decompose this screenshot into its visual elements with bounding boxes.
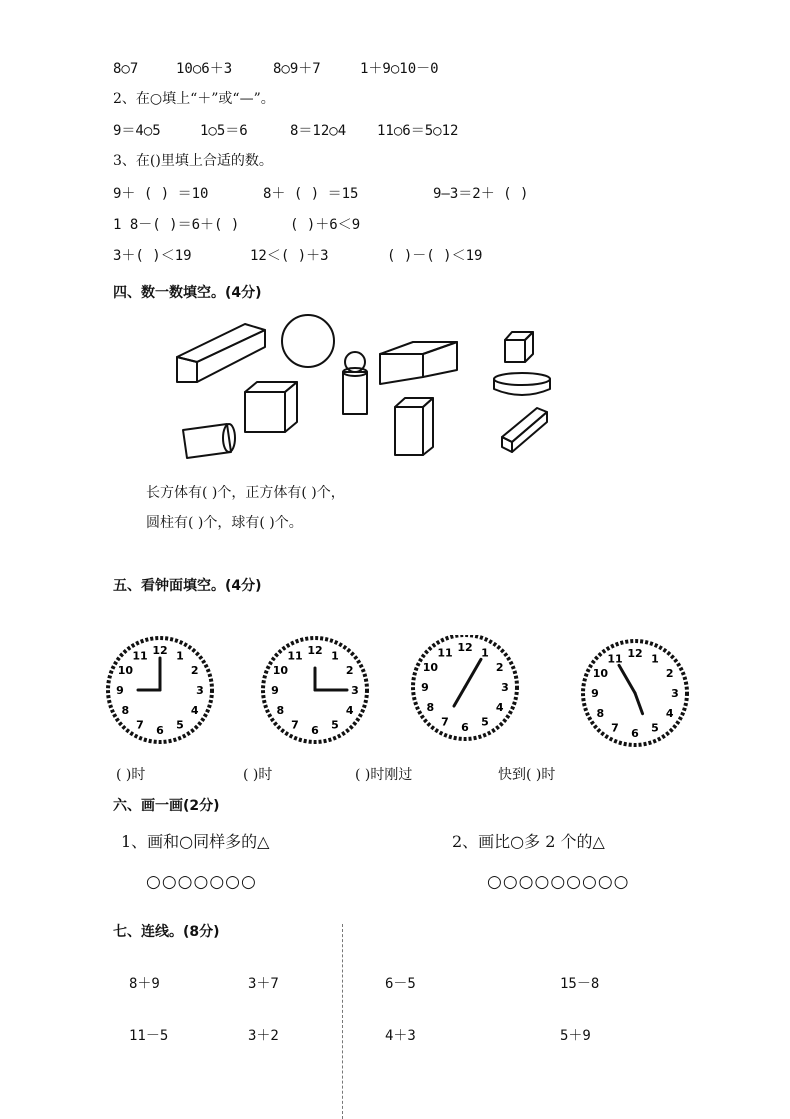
svg-text:2: 2 <box>190 664 199 677</box>
svg-text:6: 6 <box>461 721 469 734</box>
clock-face <box>413 635 517 739</box>
svg-text:2: 2 <box>345 664 354 677</box>
dashed-divider <box>342 924 343 1119</box>
draw-question-1: 1、画和○同样多的△ <box>121 832 270 851</box>
svg-text:5: 5 <box>651 721 659 735</box>
sign-item: 8＝12○4 <box>290 123 347 139</box>
clock-answer-3: ( )时刚过 <box>355 767 413 783</box>
match-expression[interactable]: 15－8 <box>560 976 600 992</box>
svg-text:10: 10 <box>117 664 134 677</box>
match-expression[interactable]: 5＋9 <box>560 1028 591 1044</box>
svg-text:7: 7 <box>611 721 619 735</box>
fill-item: ( )＋6＜9 <box>290 217 361 233</box>
svg-text:4: 4 <box>345 704 354 717</box>
compare-item: 8○7 <box>113 61 139 77</box>
svg-text:2: 2 <box>665 667 674 680</box>
clock-answer-1: ( )时 <box>116 767 146 783</box>
circle-row-1: ○○○○○○○ <box>146 872 257 892</box>
fill-item: 1 8－( )＝6＋( ) <box>113 217 240 233</box>
svg-text:9: 9 <box>421 681 429 694</box>
svg-text:11: 11 <box>607 652 623 666</box>
svg-text:3: 3 <box>671 687 679 700</box>
section-7-title: 七、连线。(8分) <box>113 924 220 940</box>
svg-text:8: 8 <box>426 701 435 714</box>
match-expression[interactable]: 3＋7 <box>248 976 279 992</box>
sign-item: 1○5＝6 <box>200 123 248 139</box>
svg-text:11: 11 <box>132 649 148 663</box>
count-line-2: 圆柱有( )个，球有( )个。 <box>146 515 303 531</box>
svg-text:3: 3 <box>351 684 359 697</box>
match-expression[interactable]: 11－5 <box>129 1028 169 1044</box>
fill-item: 9—3＝2＋ ( ) <box>433 186 529 202</box>
fill-item: 12＜( )＋3 <box>250 248 329 264</box>
clock-face <box>583 641 687 745</box>
clock-faces <box>105 635 705 755</box>
svg-text:9: 9 <box>116 684 124 697</box>
svg-text:1: 1 <box>651 652 659 666</box>
svg-text:4: 4 <box>665 707 674 720</box>
svg-text:12: 12 <box>457 641 473 654</box>
svg-text:6: 6 <box>156 724 164 737</box>
fill-item: 8＋ ( ) ＝15 <box>263 186 359 202</box>
clock-answer-4: 快到( )时 <box>498 767 556 783</box>
svg-text:6: 6 <box>311 724 319 737</box>
section-4-title: 四、数一数填空。(4分) <box>113 285 262 301</box>
solid-shapes-illustration <box>165 312 565 462</box>
svg-text:8: 8 <box>596 707 605 720</box>
compare-item: 8○9＋7 <box>273 61 321 77</box>
svg-text:1: 1 <box>176 649 184 663</box>
svg-text:6: 6 <box>631 727 639 740</box>
match-expression[interactable]: 6－5 <box>385 976 416 992</box>
sign-item: 9＝4○5 <box>113 123 161 139</box>
section-6-title: 六、画一画(2分) <box>113 798 220 814</box>
svg-text:5: 5 <box>331 718 339 732</box>
svg-text:9: 9 <box>591 687 599 700</box>
svg-text:1: 1 <box>481 646 489 660</box>
sign-item: 11○6＝5○12 <box>377 123 459 139</box>
clock-answer-2: ( )时 <box>243 767 273 783</box>
match-expression[interactable]: 4＋3 <box>385 1028 416 1044</box>
match-expression[interactable]: 8＋9 <box>129 976 160 992</box>
count-line-1: 长方体有( )个，正方体有( )个， <box>146 485 345 501</box>
svg-text:1: 1 <box>331 649 339 663</box>
fill-item: 9＋ ( ) ＝10 <box>113 186 209 202</box>
svg-text:7: 7 <box>291 718 299 732</box>
fill-item: 3＋( )＜19 <box>113 248 192 264</box>
compare-item: 10○6＋3 <box>176 61 233 77</box>
svg-text:7: 7 <box>136 718 144 732</box>
svg-text:3: 3 <box>196 684 204 697</box>
svg-text:7: 7 <box>441 715 449 729</box>
svg-text:12: 12 <box>627 647 643 660</box>
svg-text:12: 12 <box>307 644 323 657</box>
question-3-title: 3、在()里填上合适的数。 <box>113 153 273 169</box>
circle-row-2: ○○○○○○○○○ <box>487 872 630 892</box>
svg-text:11: 11 <box>437 646 453 660</box>
svg-text:4: 4 <box>495 701 504 714</box>
svg-text:4: 4 <box>190 704 199 717</box>
svg-text:11: 11 <box>287 649 303 663</box>
svg-text:9: 9 <box>271 684 279 697</box>
svg-text:3: 3 <box>501 681 509 694</box>
svg-text:5: 5 <box>481 715 489 729</box>
svg-text:8: 8 <box>121 704 130 717</box>
section-5-title: 五、看钟面填空。(4分) <box>113 578 262 594</box>
match-expression[interactable]: 3＋2 <box>248 1028 279 1044</box>
svg-text:2: 2 <box>495 661 504 674</box>
svg-text:10: 10 <box>422 661 439 674</box>
question-2-title: 2、在○填上“＋”或“—”。 <box>113 91 275 107</box>
svg-text:10: 10 <box>272 664 289 677</box>
draw-question-2: 2、画比○多 2 个的△ <box>452 832 605 851</box>
svg-text:8: 8 <box>276 704 285 717</box>
fill-item: ( )－( )＜19 <box>387 248 483 264</box>
svg-text:12: 12 <box>152 644 168 657</box>
compare-item: 1＋9○10－0 <box>360 61 439 77</box>
svg-text:10: 10 <box>592 667 609 680</box>
svg-text:5: 5 <box>176 718 184 732</box>
clock-face <box>263 638 367 742</box>
clock-face <box>108 638 212 742</box>
